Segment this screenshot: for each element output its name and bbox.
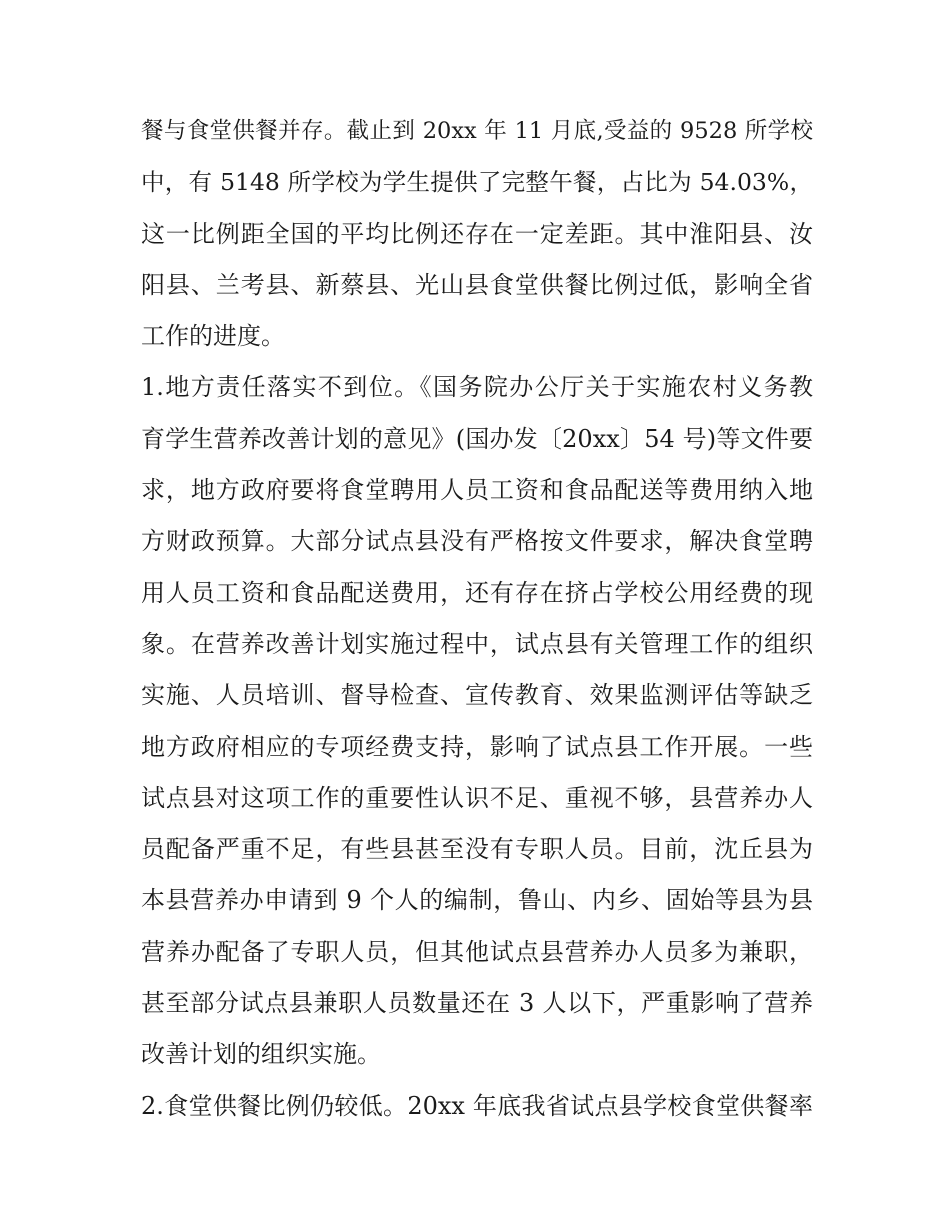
text-line: 方财政预算。大部分试点县没有严格按文件要求，解决食堂聘 (141, 527, 813, 556)
text-line: 中，有 5148 所学校为学生提供了完整午餐，占比为 54.03%， (141, 168, 813, 197)
text-line: 餐与食堂供餐并存。截止到 20xx 年 11 月底,受益的 9528 所学校 (141, 118, 813, 144)
text-line: 阳县、兰考县、新蔡县、光山县食堂供餐比例过低，影响全省 (141, 270, 813, 299)
text-line: 工作的进度。 (141, 322, 285, 351)
text-line: 营养办配备了专职人员，但其他试点县营养办人员多为兼职， (141, 937, 813, 966)
text-line: 求，地方政府要将食堂聘用人员工资和食品配送等费用纳入地 (141, 476, 813, 505)
text-line: 实施、人员培训、督导检查、宣传教育、效果监测评估等缺乏 (141, 681, 813, 710)
text-line: 地方政府相应的专项经费支持，影响了试点县工作开展。一些 (141, 732, 813, 761)
text-line: 试点县对这项工作的重要性认识不足、重视不够，县营养办人 (141, 783, 813, 812)
text-line: 象。在营养改善计划实施过程中，试点县有关管理工作的组织 (141, 629, 813, 658)
text-line: 育学生营养改善计划的意见》(国办发〔20xx〕54 号)等文件要 (141, 424, 813, 453)
text-line: 1.地方责任落实不到位。《国务院办公厅关于实施农村义务教 (141, 373, 813, 402)
text-line: 员配备严重不足，有些县甚至没有专职人员。目前，沈丘县为 (141, 835, 813, 864)
text-line: 改善计划的组织实施。 (141, 1040, 381, 1069)
body-text (141, 106, 813, 1132)
text-line: 本县营养办申请到 9 个人的编制，鲁山、内乡、固始等县为县 (141, 886, 813, 915)
text-line: 这一比例距全国的平均比例还存在一定差距。其中淮阳县、汝 (141, 219, 813, 248)
text-line: 2.食堂供餐比例仍较低。20xx 年底我省试点县学校食堂供餐率 (141, 1091, 813, 1120)
text-line: 甚至部分试点县兼职人员数量还在 3 人以下，严重影响了营养 (141, 989, 813, 1018)
text-line: 用人员工资和食品配送费用，还有存在挤占学校公用经费的现 (141, 578, 813, 607)
